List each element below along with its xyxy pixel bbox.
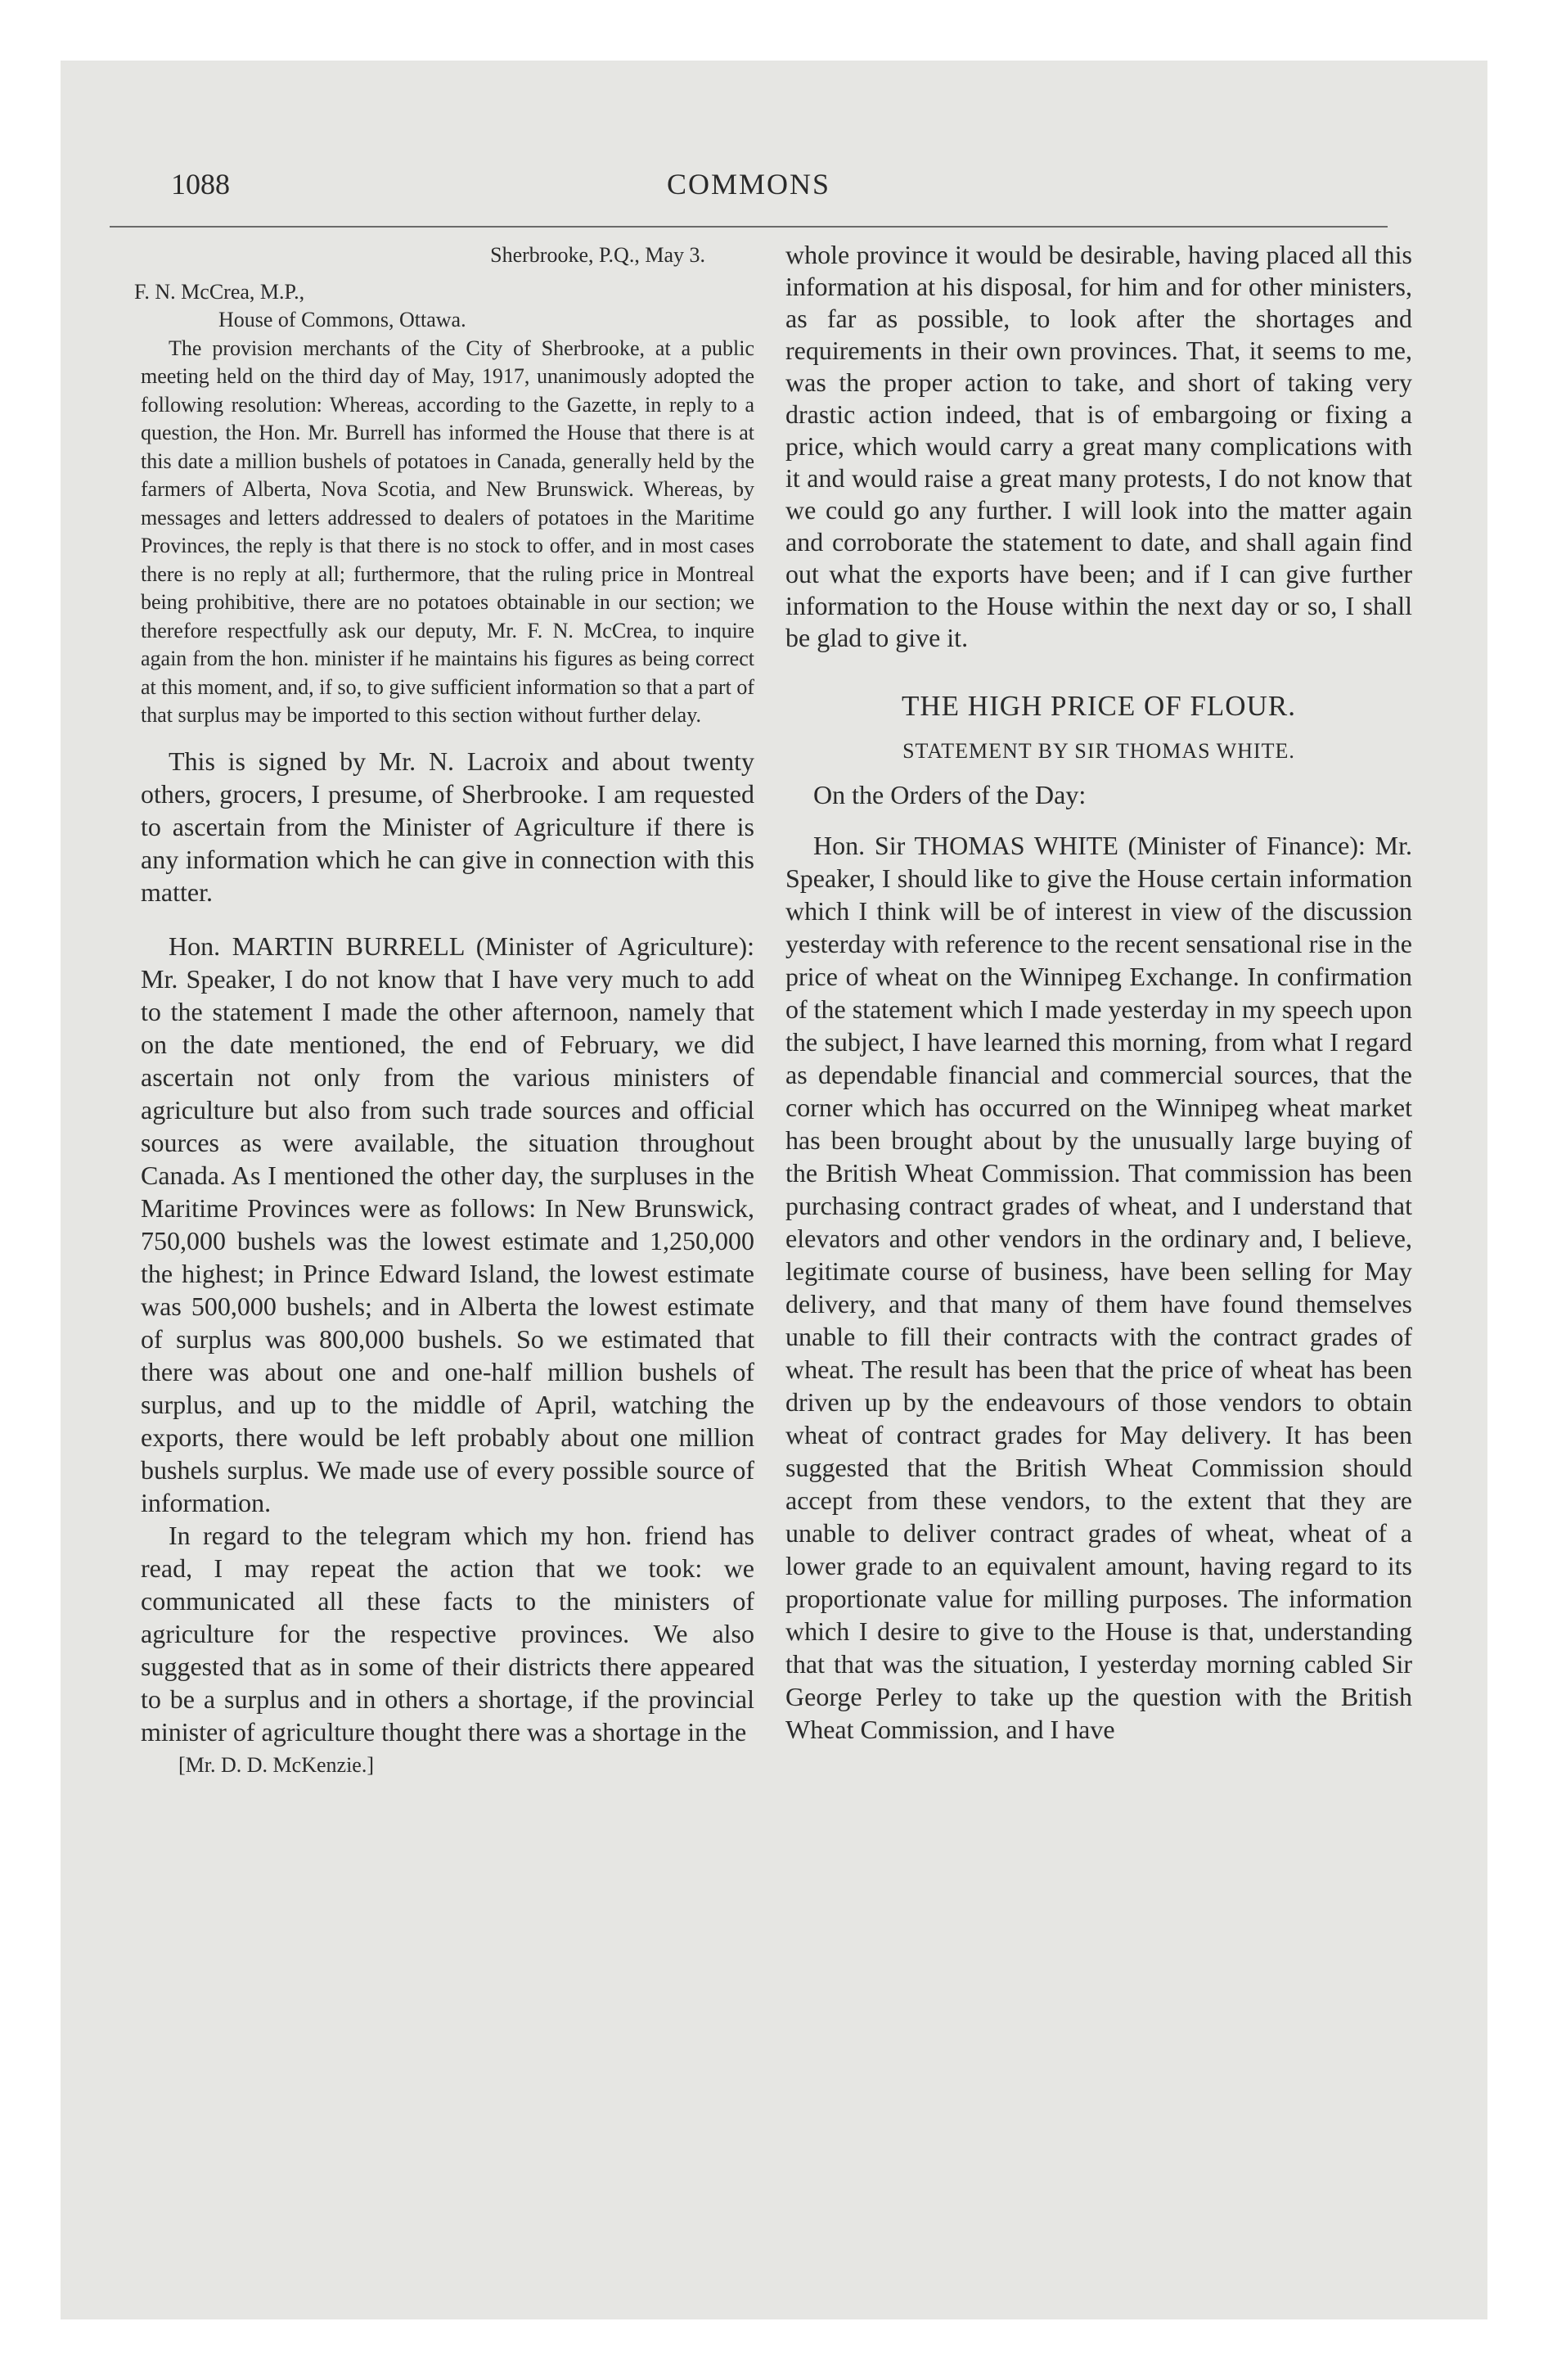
section-heading: THE HIGH PRICE OF FLOUR. bbox=[902, 690, 1296, 722]
paragraph-lacroix: This is signed by Mr. N. Lacroix and about twenty others, grocers, I presume, of Sherbrooke. I am requested to ascertain from the Minister of Agriculture if there is any information which he can give in connection with this matter. bbox=[141, 746, 754, 907]
running-head bbox=[110, 160, 1388, 228]
letter-address: House of Commons, Ottawa. bbox=[218, 308, 466, 331]
paragraph-continuation: whole province it would be desirable, having placed all this information at his disposal, for him and for other ministers, as far as possible, to look after the shortages and requirements in their own provinces. That, it seems to me, was the proper action to take, and short of taking very drastic action indeed, that is of embargoing or fixing a price, which would carry a great many complications with it and would raise a great many protests, I do not know that we could go any further. I will look into the matter again and corroborate the statement to date, and shall again find out what the exports have been; and if I can give further information to the House within the next day or so, I shall be glad to give it. bbox=[785, 240, 1412, 652]
right-column bbox=[785, 239, 1412, 1746]
journal-name: COMMONS bbox=[666, 168, 831, 201]
left-column bbox=[134, 239, 754, 1778]
letter-body: The provision merchants of the City of Sherbrooke, at a public meeting held on the third day of May, 1917, unanimously adopted the following resolution: Whereas, according to the Gazette, in reply to a question, the Hon. Mr. Burrell has informed the House that there is at this date a million bushels of potatoes in Canada, generally held by the farmers of Alberta, Nova Scotia, and New Brunswick. Whereas, by messages and letters addressed to dealers of potatoes in the Maritime Provinces, the reply is that there is no stock to offer, and in most cases there is no reply at all; furthermore, that the ruling price in Montreal being prohibitive, there are no potatoes obtainable in our section; we therefore respectfully ask our deputy, Mr. F. N. McCrea, to inquire again from the hon. minister if he maintains his figures as being correct at this moment, and, if so, to give sufficient information so that a part of that surplus may be imported to this section without further delay. bbox=[141, 336, 754, 727]
orders-of-the-day: On the Orders of the Day: bbox=[813, 780, 1087, 809]
page-footer: [Mr. D. D. McKenzie.] bbox=[178, 1752, 374, 1777]
letter-addressee: F. N. McCrea, M.P., bbox=[134, 279, 305, 304]
section-subheading: STATEMENT BY SIR THOMAS WHITE. bbox=[902, 739, 1295, 763]
paragraph-burrell: Hon. MARTIN BURRELL (Minister of Agriculture): Mr. Speaker, I do not know that I have very much to add to the statement I made the other afternoon, namely that on the date mentioned, the end of February, we did ascertain not only from the various ministers of agriculture but also from such trade sources and official sources as were available, the situation throughout Canada. As I mentioned the other day, the surpluses in the Maritime Provinces were as follows: In New Brunswick, 750,000 bushels was the lowest estimate and 1,250,000 the highest; in Prince Edward Island, the lowest estimate was 500,000 bushels; and in Alberta the lowest estimate of surplus was 800,000 bushels. So we estimated that there was about one and one-half million bushels of surplus, and up to the middle of April, watching the exports, there would be left probably about one million bushels surplus. We made use of every possible source of information. bbox=[141, 931, 754, 1517]
page-number: 1088 bbox=[171, 168, 230, 201]
paragraph-telegram: In regard to the telegram which my hon. friend has read, I may repeat the action that we took: we communicated all these facts to the ministers of agriculture for the respective provinces. We also suggested that as in some of their districts there appeared to be a surplus and in others a shortage, if the provincial minister of agriculture thought there was a shortage in the bbox=[141, 1520, 754, 1747]
paragraph-white-speech: Hon. Sir THOMAS WHITE (Minister of Finance): Mr. Speaker, I should like to give the House certain information which I think will be of interest in view of the discussion yesterday with reference to the recent sensational rise in the price of wheat on the Winnipeg Exchange. In confirmation of the statement which I made yesterday in my speech upon the subject, I have learned this morning, from what I regard as dependable financial and commercial sources, that the corner which has occurred on the Winnipeg wheat market has been brought about by the unusually large buying of the British Wheat Commission. That commission has been purchasing contract grades of wheat, and I understand that elevators and other vendors in the ordinary and, I believe, legitimate course of business, have been selling for May delivery, and that many of them have found themselves unable to fill their contracts with the contract grades of wheat. The result has been that the price of wheat has been driven up by the endeavours of those vendors to obtain wheat of contract grades for May delivery. It has been suggested that the British Wheat Commission should accept from these vendors, to the extent that they are unable to deliver contract grades of wheat, wheat of a lower grade to an equivalent amount, having regard to its proportionate value for milling purposes. The information which I desire to give to the House is that, understanding that that was the situation, I yesterday morning cabled Sir George Perley to take up the question with the British Wheat Commission, and I have bbox=[785, 831, 1412, 1744]
letter-dateline: Sherbrooke, P.Q., May 3. bbox=[490, 243, 705, 267]
